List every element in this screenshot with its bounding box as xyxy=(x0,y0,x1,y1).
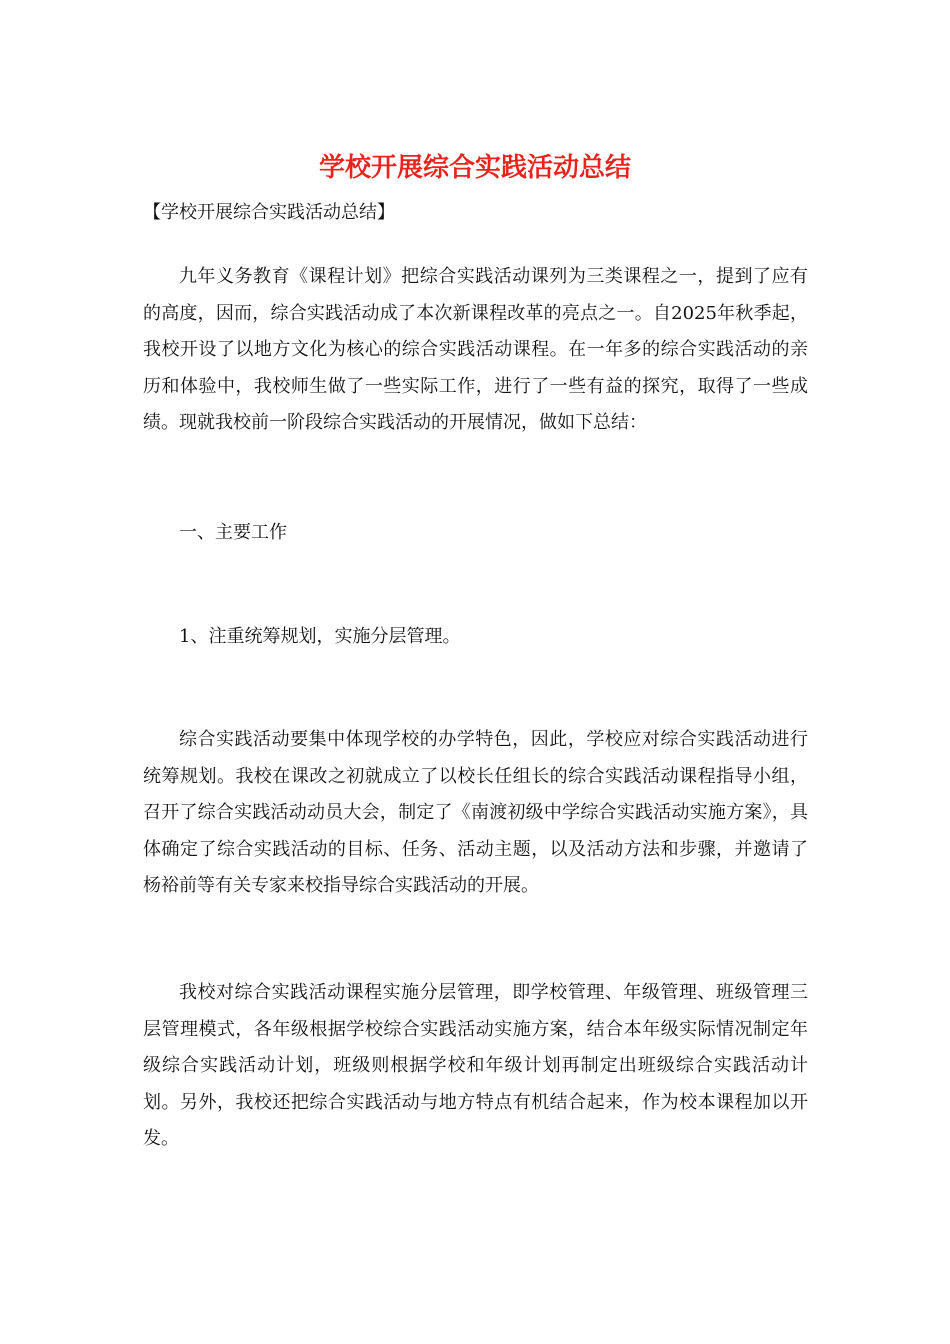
document-title: 学校开展综合实践活动总结 xyxy=(318,153,631,183)
document-subtitle: 【学校开展综合实践活动总结】 xyxy=(143,202,395,223)
paragraph-intro: 九年义务教育《课程计划》把综合实践活动课列为三类课程之一，提到了应有的高度，因而，综合实践活动成了本次新课程改革的亮点之一。自2025年秋季起，我校开设了以地方文化为核心的综合实践活动课程。在一年多的综合实践活动的亲历和体验中，我校师生做了一些实际工作，进行了一些有益的探究，取得了一些成绩。现就我校前一阶段综合实践活动的开展情况，做如下总结： xyxy=(143,266,808,433)
section-heading-main-work: 一、主要工作 xyxy=(179,522,287,543)
paragraph-management: 我校对综合实践活动课程实施分层管理，即学校管理、年级管理、班级管理三层管理模式，各年级根据学校综合实践活动实施方案，结合本年级实际情况制定年级综合实践活动计划，班级则根据学校和年级计划再制定出班级综合实践活动计划。另外，我校还把综合实践活动与地方特点有机结合起来，作为校本课程加以开发。 xyxy=(143,982,808,1149)
paragraph-planning: 综合实践活动要集中体现学校的办学特色，因此，学校应对综合实践活动进行统筹规划。我校在课改之初就成立了以校长任组长的综合实践活动课程指导小组，召开了综合实践活动动员大会，制定了《南渡初级中学综合实践活动实施方案》，具体确定了综合实践活动的目标、任务、活动主题，以及活动方法和步骤，并邀请了杨裕前等有关专家来校指导综合实践活动的开展。 xyxy=(143,729,808,896)
subsection-heading-planning: 1、注重统筹规划，实施分层管理。 xyxy=(179,626,461,647)
